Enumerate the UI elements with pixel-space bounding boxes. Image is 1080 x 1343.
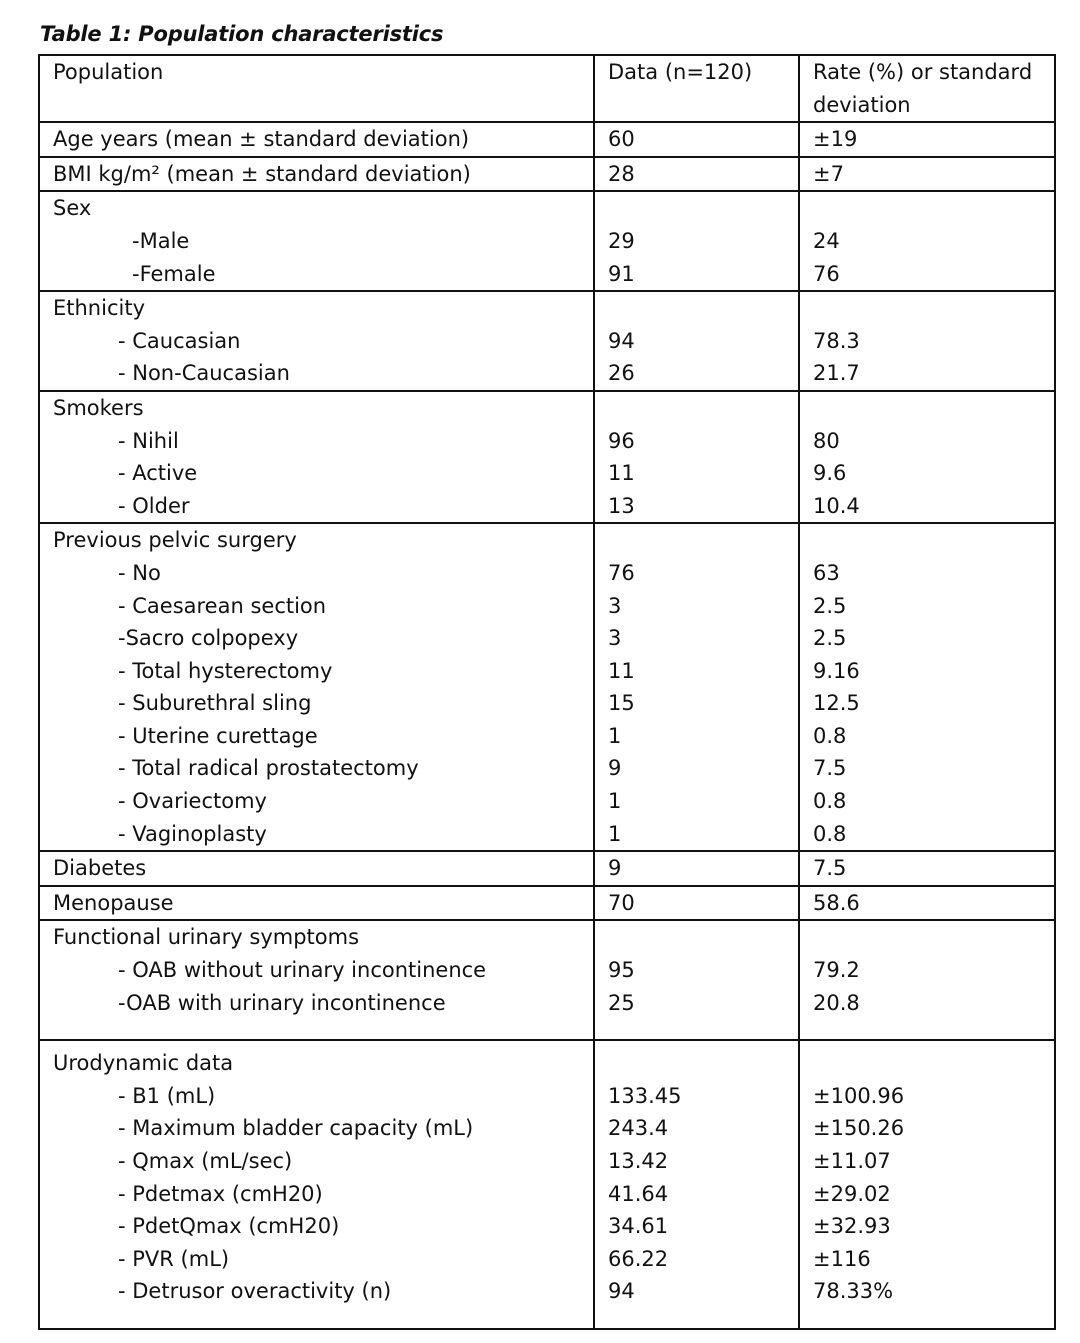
row-group-sex: [39, 191, 1055, 291]
sub-label: - B1 (mL): [118, 1083, 216, 1108]
sub-data: 11: [608, 461, 635, 486]
group-label: Functional urinary symptoms: [53, 925, 360, 950]
row-age: [39, 122, 1055, 157]
sub-data: 133.45: [608, 1083, 682, 1108]
sub-data: 41.64: [608, 1181, 669, 1206]
sub-data: 15: [608, 691, 635, 716]
sub-label: - OAB without urinary incontinence: [118, 958, 487, 983]
row-menopause: [39, 886, 1055, 921]
row-group-urodynamic: [39, 1040, 1055, 1329]
sub-label: -Male: [132, 228, 190, 253]
sub-rate: 20.8: [813, 990, 860, 1015]
sub-label: - Suburethral sling: [118, 691, 312, 716]
sub-label: - Older: [118, 493, 190, 518]
sub-label: -OAB with urinary incontinence: [118, 990, 446, 1015]
group-label: Sex: [53, 196, 92, 221]
row-group-urinary: [39, 920, 1055, 1040]
sub-data: 91: [608, 261, 635, 286]
sub-label: - Caucasian: [118, 328, 241, 353]
header-data: Data (n=120): [594, 55, 799, 122]
population-table: [38, 54, 1056, 1330]
group-label: Previous pelvic surgery: [53, 528, 297, 553]
sub-rate: 2.5: [813, 593, 847, 618]
sub-label: - Total hysterectomy: [118, 658, 333, 683]
sub-data: 94: [608, 1279, 635, 1304]
sub-label: - Total radical prostatectomy: [118, 756, 419, 781]
sub-rate: 78.33%: [813, 1279, 894, 1304]
sub-rate: 9.16: [813, 658, 860, 683]
sub-label: - Caesarean section: [118, 593, 327, 618]
sub-data: 66.22: [608, 1246, 669, 1271]
sub-rate: ±116: [813, 1246, 871, 1271]
row-data: 28: [608, 161, 635, 186]
row-data: 9: [608, 856, 622, 881]
sub-data: 95: [608, 958, 635, 983]
sub-data: 11: [608, 658, 635, 683]
header-population: Population: [39, 55, 594, 122]
sub-rate: 0.8: [813, 789, 847, 814]
sub-rate: 21.7: [813, 361, 860, 386]
sub-rate: 7.5: [813, 756, 847, 781]
row-rate: 7.5: [813, 856, 847, 881]
row-label: Menopause: [53, 890, 174, 915]
sub-label: - Nihil: [118, 428, 179, 453]
row-group-ethnicity: [39, 291, 1055, 391]
sub-rate: 0.8: [813, 821, 847, 846]
sub-data: 34.61: [608, 1214, 669, 1239]
sub-label: - Qmax (mL/sec): [118, 1149, 293, 1173]
sub-label: - Ovariectomy: [118, 789, 267, 814]
sub-label: - No: [118, 560, 161, 585]
sub-rate: 79.2: [813, 958, 860, 983]
row-label: BMI kg/m² (mean ± standard deviation): [53, 161, 471, 186]
row-rate: ±19: [813, 127, 858, 152]
sub-rate: ±150.26: [813, 1116, 905, 1141]
table-caption: Table 1: Population characteristics: [40, 22, 444, 46]
row-rate: ±7: [813, 161, 844, 186]
sub-label: - Active: [118, 461, 198, 486]
sub-data: 13: [608, 493, 635, 518]
sub-data: 9: [608, 756, 622, 781]
sub-data: 25: [608, 990, 635, 1015]
sub-label: -Sacro colpopexy: [118, 626, 299, 651]
sub-label: - Non-Caucasian: [118, 361, 290, 386]
sub-rate: 10.4: [813, 493, 860, 518]
group-label: Urodynamic data: [53, 1051, 234, 1076]
sub-data: 3: [608, 593, 622, 618]
sub-label: - Maximum bladder capacity (mL): [118, 1116, 474, 1141]
sub-label: - Uterine curettage: [118, 723, 318, 748]
row-data: 60: [608, 127, 635, 152]
sub-data: 3: [608, 626, 622, 651]
sub-rate: 76: [813, 261, 840, 286]
sub-label: - Vaginoplasty: [118, 821, 267, 846]
sub-rate: 24: [813, 228, 840, 253]
sub-rate: ±32.93: [813, 1214, 891, 1239]
row-rate: 58.6: [813, 890, 860, 915]
sub-data: 13.42: [608, 1149, 669, 1173]
sub-label: - PVR (mL): [118, 1246, 230, 1271]
row-data: 70: [608, 890, 635, 915]
group-label: Ethnicity: [53, 296, 145, 321]
sub-data: 26: [608, 361, 635, 386]
sub-label: - Detrusor overactivity (n): [118, 1279, 392, 1304]
sub-label: - PdetQmax (cmH20): [118, 1214, 340, 1239]
sub-rate: 12.5: [813, 691, 860, 716]
header-rate: Rate (%) or standard deviation: [799, 55, 1055, 122]
sub-data: 1: [608, 789, 622, 814]
sub-data: 76: [608, 560, 635, 585]
sub-rate: ±29.02: [813, 1181, 891, 1206]
sub-rate: 2.5: [813, 626, 847, 651]
sub-data: 96: [608, 428, 635, 453]
sub-label: - Pdetmax (cmH20): [118, 1181, 323, 1206]
row-bmi: [39, 157, 1055, 192]
sub-rate: 63: [813, 560, 840, 585]
row-group-smokers: [39, 391, 1055, 523]
sub-data: 1: [608, 821, 622, 846]
sub-data: 94: [608, 328, 635, 353]
group-label: Smokers: [53, 395, 144, 420]
sub-label: -Female: [132, 261, 216, 286]
row-diabetes: [39, 851, 1055, 886]
sub-rate: 78.3: [813, 328, 860, 353]
sub-rate: ±100.96: [813, 1083, 905, 1108]
sub-rate: ±11.07: [813, 1149, 891, 1173]
sub-data: 1: [608, 723, 622, 748]
sub-rate: 80: [813, 428, 840, 453]
sub-rate: 9.6: [813, 461, 847, 486]
table-header-row: [39, 55, 1055, 122]
row-group-surgery: [39, 523, 1055, 851]
sub-rate: 0.8: [813, 723, 847, 748]
sub-data: 29: [608, 228, 635, 253]
row-label: Diabetes: [53, 856, 147, 881]
sub-data: 243.4: [608, 1116, 669, 1141]
row-label: Age years (mean ± standard deviation): [53, 127, 470, 152]
